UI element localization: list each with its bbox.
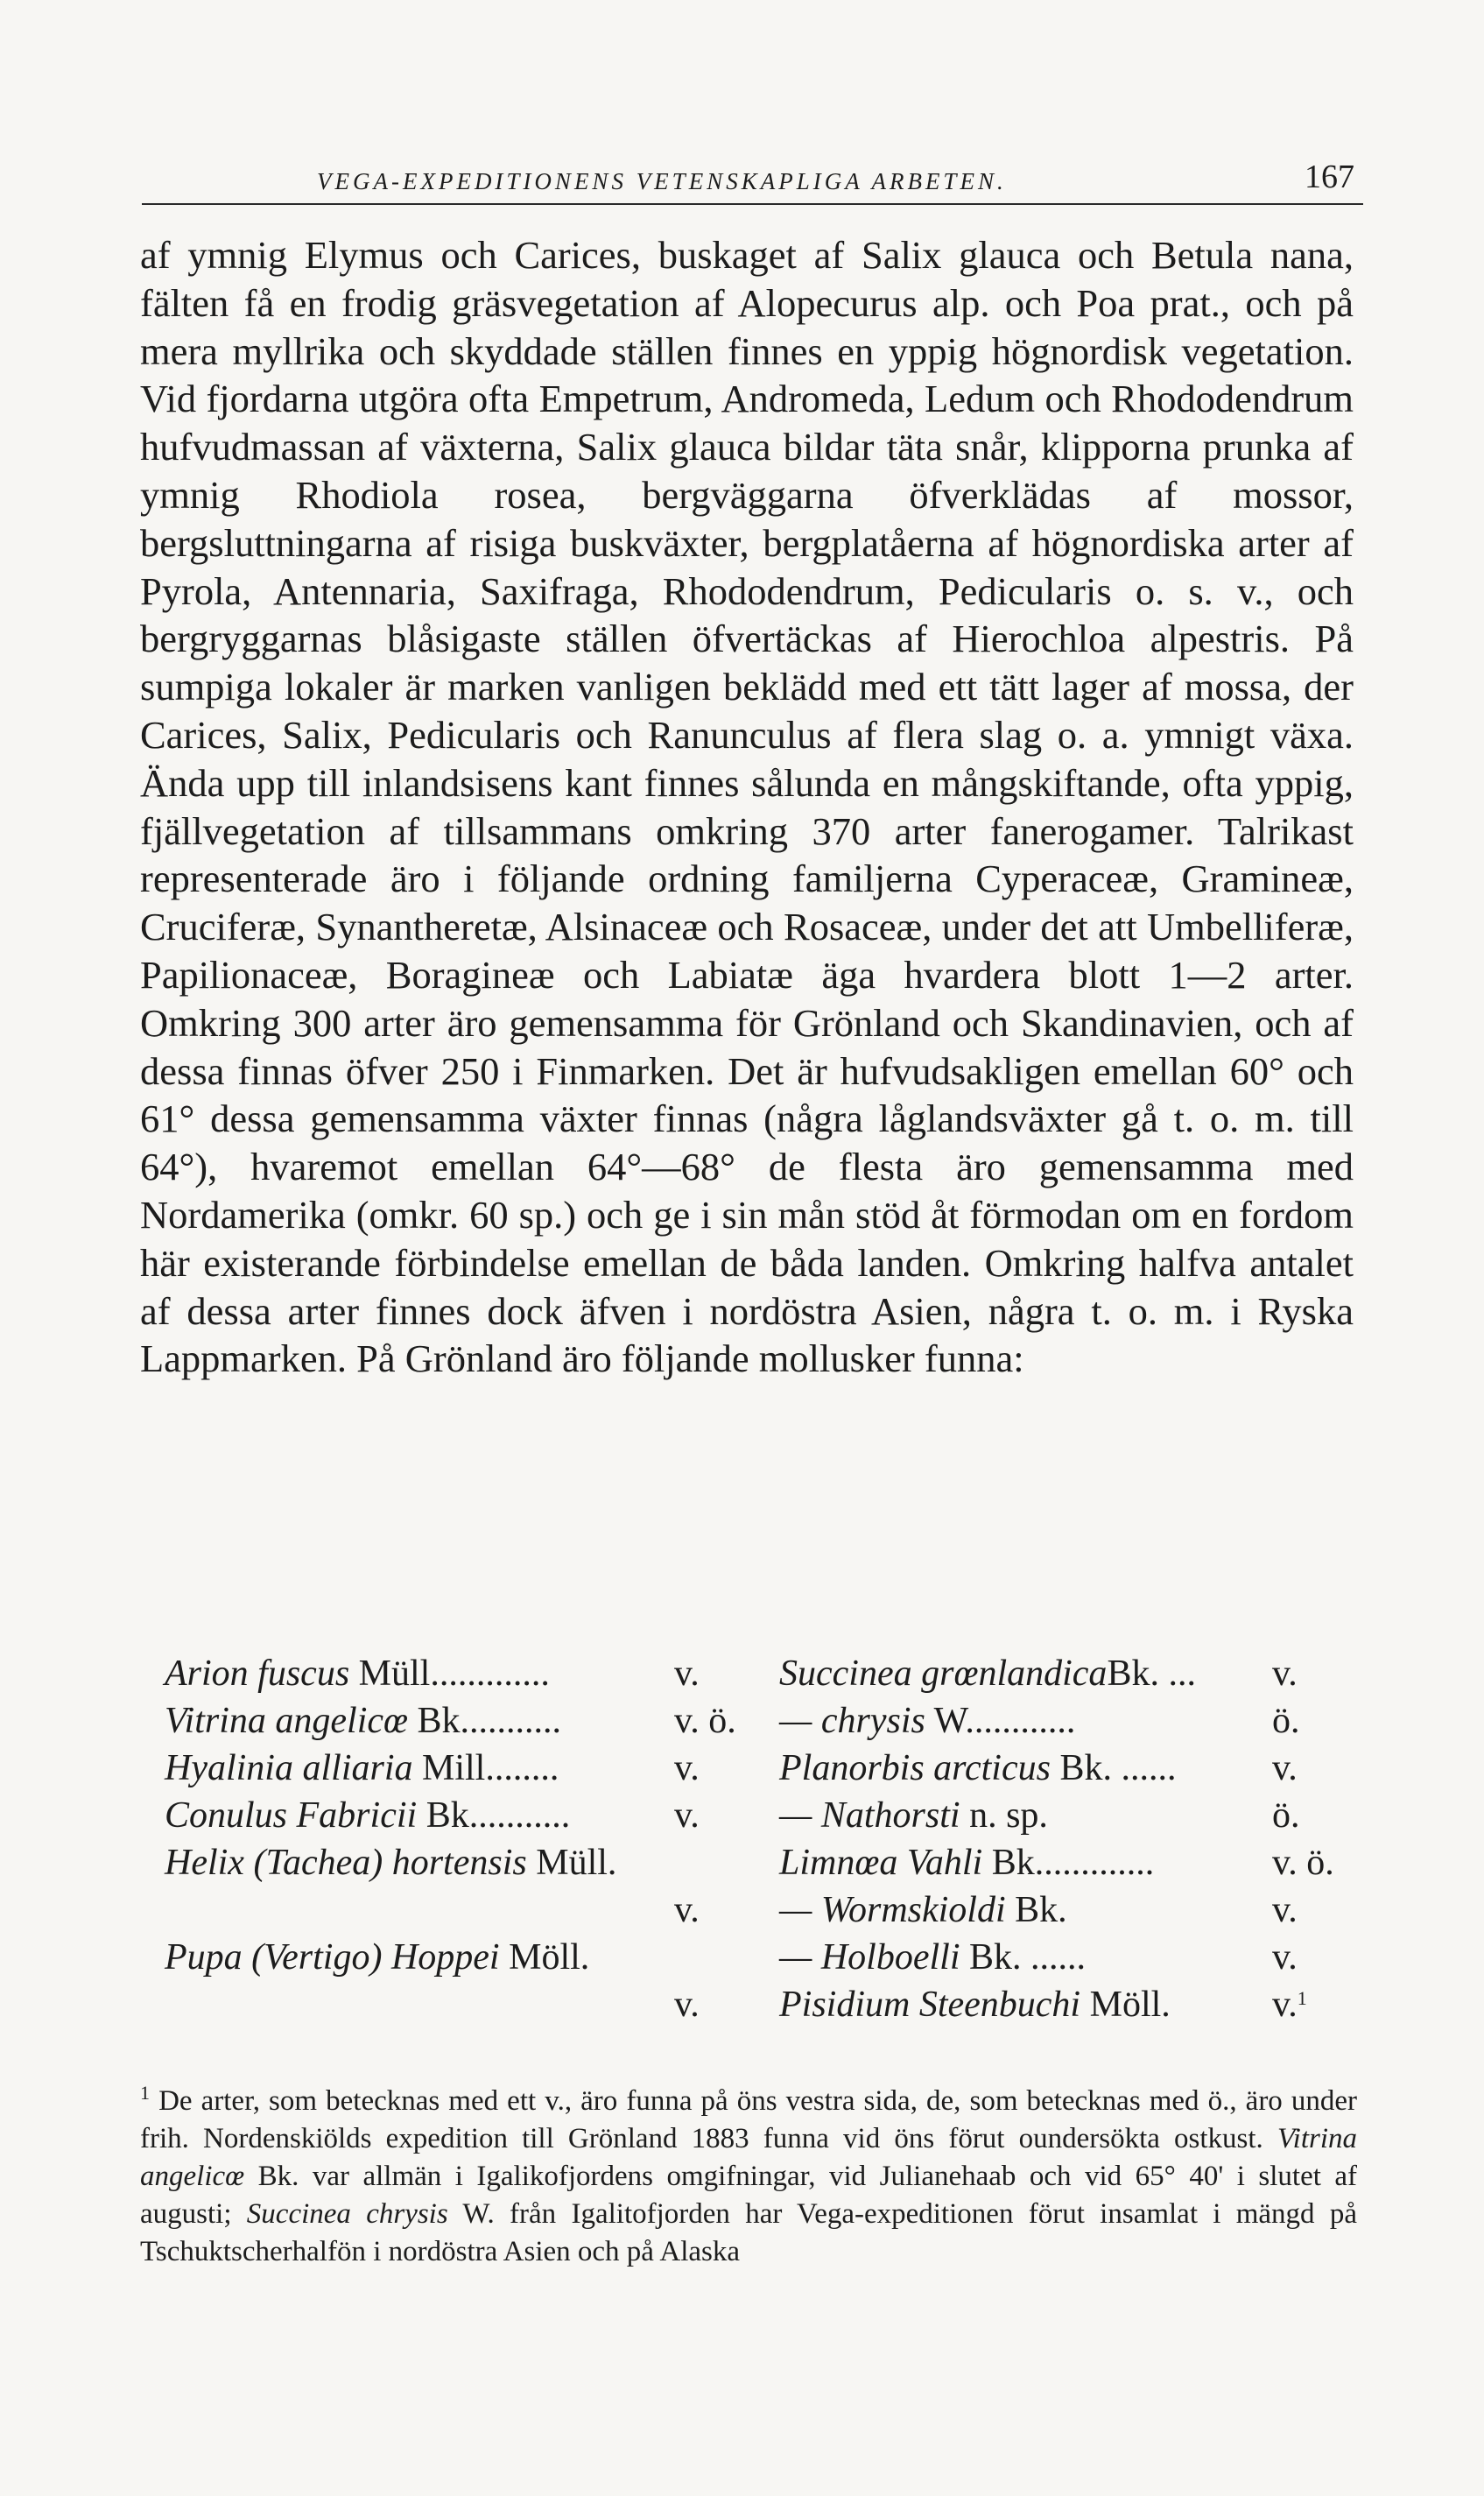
species-right: — Holboelli Bk. ...... xyxy=(779,1937,1087,1978)
species-left: Pupa (Vertigo) Hoppei Möll. xyxy=(165,1937,590,1978)
species-row xyxy=(140,1934,1357,1981)
species-left-code: v. ö. xyxy=(674,1701,736,1741)
footnote-text: W. från Igalitofjorden har Vega-expeditionen förut insamlat i mängd på Tschuktscherhalfön i nordöstra Asien och på Alaska xyxy=(140,2198,1357,2267)
footnote-marker: 1 xyxy=(140,2082,150,2104)
footnote-text: Bk. var allmän i Igalikofjordens omgifningar, vid Julianehaab och vid 65° 40' i slutet af augusti; xyxy=(140,2161,1357,2230)
species-row xyxy=(140,1886,1357,1934)
species-left: Conulus Fabricii Bk........... xyxy=(165,1795,571,1836)
species-left: Helix (Tachea) hortensis Müll. xyxy=(165,1843,617,1883)
species-right: Pisidium Steenbuchi Möll. xyxy=(779,1985,1171,2025)
species-right-code: v.$^1$ xyxy=(1272,1985,1307,2025)
species-left: Vitrina angelicœ Bk........... xyxy=(165,1701,562,1741)
species-right: — Nathorsti n. sp. xyxy=(779,1795,1048,1836)
species-right: Succinea grœnlandicaBk. ... xyxy=(779,1653,1196,1694)
running-title: VEGA-EXPEDITIONENS VETENSKAPLIGA ARBETEN. xyxy=(317,168,1007,194)
species-right-code: v. xyxy=(1272,1748,1298,1788)
header-rule xyxy=(142,203,1363,205)
page-number: 167 xyxy=(1305,159,1354,195)
species-row xyxy=(140,1697,1357,1745)
species-right-code: v. xyxy=(1272,1653,1298,1694)
species-left-code: v. xyxy=(674,1748,700,1788)
species-right: Limnœa Vahli Bk............. xyxy=(779,1843,1155,1883)
footnote-text: De arter, som betecknas med ett v., äro funna på öns vestra sida, de, som betecknas med ö., äro under frih. Nordenskiölds expedition till Grönland 1883 funna vid öns förut oundersökta ostkust. xyxy=(140,2085,1358,2154)
footnote-reference: 1 xyxy=(1297,1987,1307,2009)
species-row xyxy=(140,1981,1357,2028)
species-right: Planorbis arcticus Bk. ...... xyxy=(779,1748,1177,1788)
species-left-code: v. xyxy=(674,1890,700,1930)
species-row xyxy=(140,1745,1357,1792)
species-row xyxy=(140,1792,1357,1839)
species-row xyxy=(140,1650,1357,1697)
species-right: — chrysis W............ xyxy=(779,1701,1076,1741)
species-right-code: v. xyxy=(1272,1890,1298,1930)
body-paragraph: af ymnig Elymus och Carices, buskaget af Salix glauca och Betula nana, fälten få en frodig gräsvegetation af Alopecurus alp. och Poa prat., och på mera myllrika och skyddade ställen finnes en yppig högnordisk vegetation. Vid fjordarna utgöra ofta Empetrum, Andromeda, Ledum och Rhododendrum hufvudmassan af växterna, Salix glauca bildar täta snår, klipporna prunka af ymnig Rhodiola rosea, bergväggarna öfverklädas af mossor, bergsluttningarna af risiga buskväxter, bergplatåerna af högnordiska arter af Pyrola, Antennaria, Saxifraga, Rhododendrum, Pedicularis o. s. v., och bergryggarnas blåsigaste ställen öfvertäckas af Hierochloa alpestris. På sumpiga lokaler är marken vanligen beklädd med ett tätt lager af mossa, der Carices, Salix, Pedicularis och Ranunculus af flera slag o. a. ymnigt växa. Ända upp till inlandsisens kant finnes sålunda en mångskiftande, ofta yppig, fjällvegetation af tillsammans omkring 370 arter fanerogamer. Talrikast representerade äro i följande ordning familjerna Cyperaceæ, Gramineæ, Cruciferæ, Synantheretæ, Alsinaceæ och Rosaceæ, under det att Umbelliferæ, Papilionaceæ, Boragineæ och Labiatæ äga hvardera blott 1—2 arter. Omkring 300 arter äro gemensamma för Grönland och Skandinavien, och af dessa finnas öfver 250 i Finmarken. Det är hufvudsakligen emellan 60° och 61° dessa gemensamma växter finnas (några låglandsväxter gå t. o. m. till 64°), hvaremot emellan 64°—68° de flesta äro gemensamma med Nordamerika (omkr. 60 sp.) och ge i sin mån stöd åt förmodan om en fordom här existerande förbindelse emellan de båda landen. Omkring halfva antalet af dessa arter finnes dock äfven i nordöstra Asien, några t. o. m. i Ryska Lappmarken. På Grönland äro följande mollusker funna: xyxy=(140,233,1354,1381)
footnote-species: Vitrina angelicœ xyxy=(140,2123,1357,2192)
species-right-code: v. xyxy=(1272,1937,1298,1978)
footnote xyxy=(140,2083,1357,2271)
species-right-code: ö. xyxy=(1272,1701,1300,1741)
species-list xyxy=(140,1650,1357,2028)
species-left-code: v. xyxy=(674,1795,700,1836)
species-right-code: v. ö. xyxy=(1272,1843,1334,1883)
species-left: Hyalinia alliaria Mill........ xyxy=(165,1748,559,1788)
species-right: — Wormskioldi Bk. xyxy=(779,1890,1067,1930)
species-left-code: v. xyxy=(674,1985,700,2025)
species-right-code: ö. xyxy=(1272,1795,1300,1836)
footnote-species: Succinea chrysis xyxy=(246,2198,448,2230)
species-left-code: v. xyxy=(674,1653,700,1694)
species-row xyxy=(140,1839,1357,1886)
page-header xyxy=(142,154,1363,207)
species-left: Arion fuscus Müll............. xyxy=(165,1653,550,1694)
